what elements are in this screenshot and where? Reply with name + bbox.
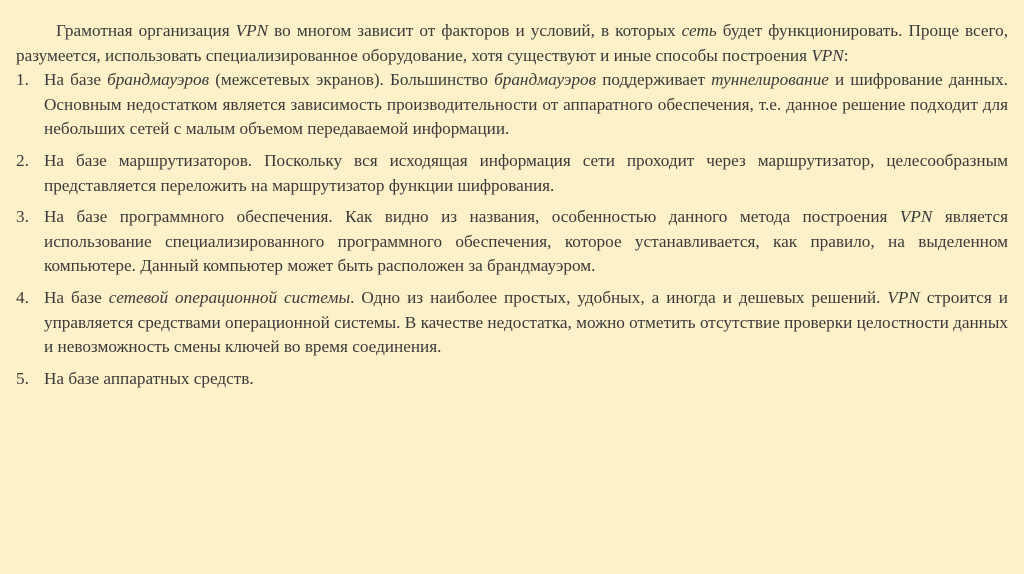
intro-text: будет функционировать. Проще всего, разумеется, использовать специализированное оборудование, хотя существуют и иные способы построения [16,21,1008,65]
item-text-part: поддерживает [596,70,712,90]
item-term-firewall: брандмауэров [107,70,210,90]
item-term-tunneling: туннелирование [711,70,829,90]
methods-list [16,68,1008,391]
item-text-part: На базе программного обеспечения. Как видно из названия, особенностью данного метода построения [44,207,900,227]
intro-text: : [843,45,849,65]
list-item-text [44,68,1008,142]
item-term-vpn: VPN [899,207,933,227]
list-item-number: 2. [16,150,29,170]
item-text-part: На базе [44,70,108,90]
intro-text: Грамотная организация [56,21,236,40]
list-item-number: 4. [16,287,29,307]
list-item [16,286,1008,360]
intro-paragraph [16,19,1008,68]
item-text-part: строится и управляется средствами операционной системы. В качестве недостатка, можно отметить отсутствие проверки целостности данных и невозможность смены ключей во время соединения. [44,287,1008,357]
list-item-text [44,149,1008,198]
list-item-text [44,286,1008,360]
list-item-number: 3. [16,207,29,227]
list-item-number: 1. [16,70,29,90]
list-item [16,367,1008,392]
item-text-part: и шифрование данных. Основным недостатком является зависимость производительности от аппаратного обеспечения, т.е. данное решение подходит для небольших сетей с малым объемом передаваемой информации. [44,70,1008,139]
item-text-part: На базе маршрутизаторов. Поскольку вся исходящая информация сети проходит через маршрутизатор, целесообразным представляется переложить на маршрутизатор функции шифрования. [44,150,1008,195]
intro-text: во многом зависит от факторов и условий, в которых [268,21,682,40]
item-text-part: На базе [44,287,109,307]
item-text-part: (межсетевых экранов). Большинство [209,70,495,90]
intro-term-network: сеть [681,21,717,40]
list-item [16,205,1008,279]
list-item [16,68,1008,142]
list-item [16,149,1008,198]
list-item-number: 5. [16,368,29,388]
item-text-part: На базе аппаратных средств. [44,368,254,388]
intro-term-vpn: VPN [235,21,269,40]
item-term-vpn: VPN [887,287,920,307]
intro-term-vpn: VPN [811,45,844,65]
item-term-firewall: брандмауэров [494,70,597,90]
item-text-part: является использование специализированного программного обеспечения, которое устанавливается, как правило, на выделенном компьютере. Данный компьютер может быть расположен за брандмауэром. [44,207,1008,276]
item-text-part: . Одно из наиболее простых, удобных, а иногда и дешевых решений. [350,287,888,307]
item-term-network-os: сетевой операционной системы [108,287,351,307]
list-item-text [44,205,1008,279]
list-item-text [44,367,1008,392]
